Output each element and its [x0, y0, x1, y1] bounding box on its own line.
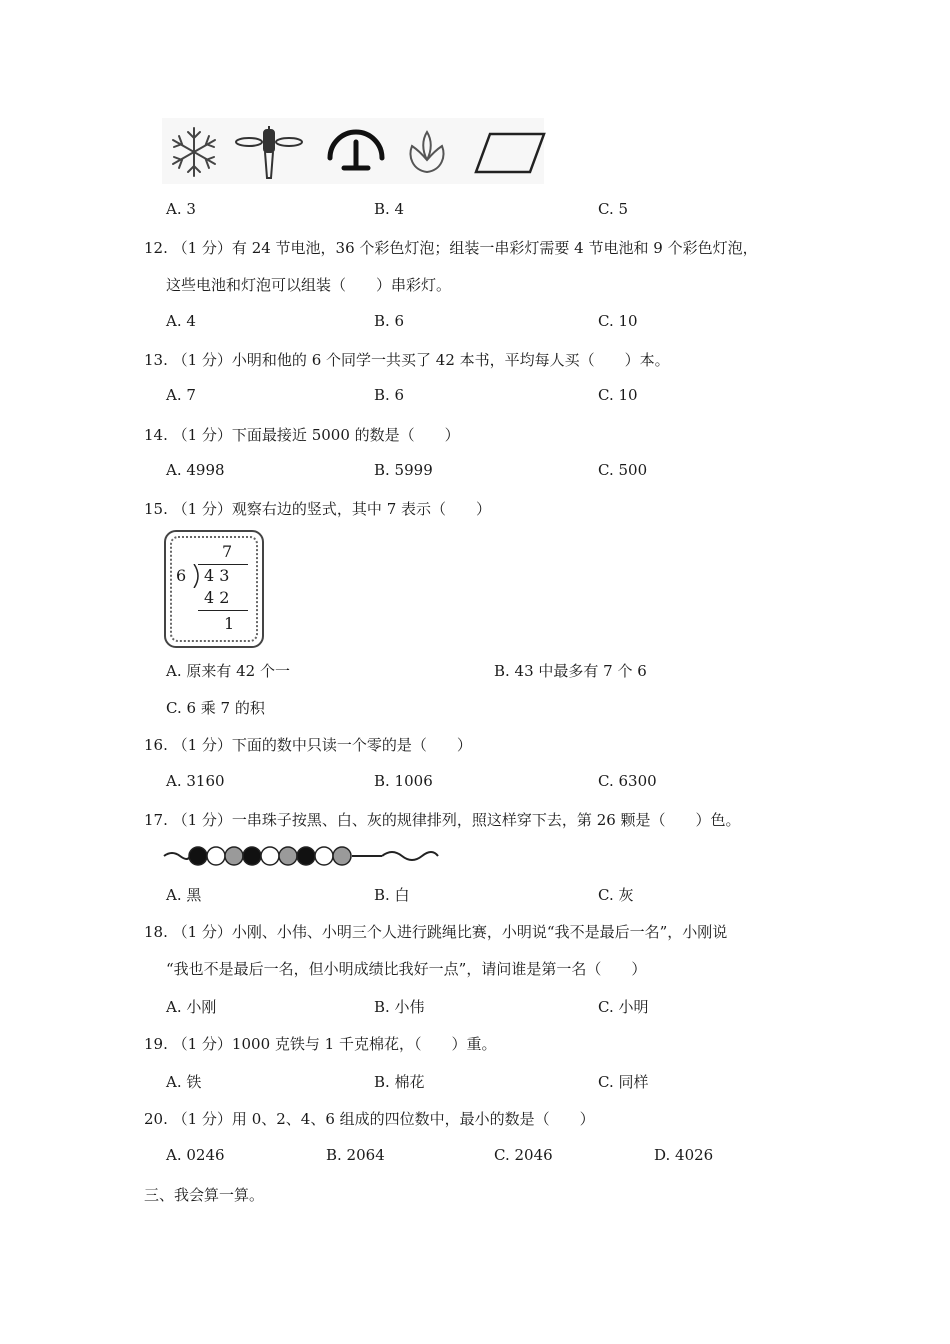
semicircle-figure: [324, 120, 388, 180]
q15-option-c[interactable]: C. 6 乘 7 的积: [166, 699, 265, 717]
q12-option-c[interactable]: C. 10: [598, 312, 638, 330]
q19-option-c[interactable]: C. 同样: [598, 1073, 649, 1091]
long-division-figure: [164, 530, 264, 648]
division-divisor: 6: [176, 566, 187, 585]
division-product: 4 2: [204, 588, 230, 607]
q16-stem: 16. （1 分）下面的数中只读一个零的是（ ）: [144, 736, 472, 754]
q12-option-b[interactable]: B. 6: [374, 312, 405, 330]
q20-option-d[interactable]: D. 4026: [654, 1146, 714, 1164]
q13-option-a[interactable]: A. 7: [166, 386, 196, 404]
bead-black: [189, 847, 207, 865]
fan-figure: [234, 118, 304, 184]
q13-option-b[interactable]: B. 6: [374, 386, 405, 404]
bead-black: [297, 847, 315, 865]
q14-option-c[interactable]: C. 500: [598, 461, 648, 479]
q16-option-a[interactable]: A. 3160: [166, 772, 225, 790]
q20-option-b[interactable]: B. 2064: [326, 1146, 385, 1164]
bead-white: [261, 847, 279, 865]
division-remainder: 1: [224, 614, 235, 633]
q13-option-c[interactable]: C. 10: [598, 386, 638, 404]
q19-option-a[interactable]: A. 铁: [166, 1073, 202, 1091]
q19-option-b[interactable]: B. 棉花: [374, 1073, 425, 1091]
q12-stem-line2: 这些电池和灯泡可以组装（ ）串彩灯。: [166, 276, 452, 294]
parallelogram-figure: [472, 128, 548, 178]
q18-option-c[interactable]: C. 小明: [598, 998, 649, 1016]
q17-option-b[interactable]: B. 白: [374, 886, 410, 904]
bead-gray: [333, 847, 351, 865]
bead-gray: [225, 847, 243, 865]
q17-option-c[interactable]: C. 灰: [598, 886, 634, 904]
q18-option-b[interactable]: B. 小伟: [374, 998, 425, 1016]
q18-stem-line2: “我也不是最后一名，但小明成绩比我好一点”，请问谁是第一名（ ）: [166, 960, 647, 978]
q11-figures: [162, 118, 544, 184]
q18-option-a[interactable]: A. 小刚: [166, 998, 217, 1016]
q20-option-a[interactable]: A. 0246: [166, 1146, 225, 1164]
q15-option-a[interactable]: A. 原来有 42 个一: [166, 662, 290, 680]
q14-stem: 14. （1 分）下面最接近 5000 的数是（ ）: [144, 426, 460, 444]
q20-option-c[interactable]: C. 2046: [494, 1146, 553, 1164]
snowflake-figure: [164, 122, 224, 182]
bead-string-figure: [162, 840, 442, 870]
division-dividend: 4 3: [204, 566, 230, 585]
bead-white: [207, 847, 225, 865]
q17-stem: 17. （1 分）一串珠子按黑、白、灰的规律排列，照这样穿下去，第 26 颗是（ ）色。: [144, 811, 741, 829]
q14-option-b[interactable]: B. 5999: [374, 461, 433, 479]
section-3-title: 三、我会算一算。: [144, 1186, 265, 1204]
q16-option-c[interactable]: C. 6300: [598, 772, 657, 790]
q14-option-a[interactable]: A. 4998: [166, 461, 225, 479]
q13-stem: 13. （1 分）小明和他的 6 个同学一共买了 42 本书，平均每人买（ ）本。: [144, 351, 670, 369]
division-quotient: 7: [222, 542, 233, 561]
q11-option-b[interactable]: B. 4: [374, 200, 405, 218]
q11-option-c[interactable]: C. 5: [598, 200, 629, 218]
q17-option-a[interactable]: A. 黑: [166, 886, 202, 904]
q18-stem-line1: 18. （1 分）小刚、小伟、小明三个人进行跳绳比赛，小明说“我不是最后一名”，小刚说: [144, 923, 728, 941]
q15-stem: 15. （1 分）观察右边的竖式，其中 7 表示（ ）: [144, 500, 492, 518]
q11-option-a[interactable]: A. 3: [166, 200, 196, 218]
q20-stem: 20. （1 分）用 0、2、4、6 组成的四位数中，最小的数是（ ）: [144, 1110, 595, 1128]
bead-gray: [279, 847, 297, 865]
q19-stem: 19. （1 分）1000 克铁与 1 千克棉花，（ ）重。: [144, 1035, 497, 1053]
q12-option-a[interactable]: A. 4: [166, 312, 196, 330]
q16-option-b[interactable]: B. 1006: [374, 772, 433, 790]
q12-stem-line1: 12. （1 分）有 24 节电池，36 个彩色灯泡；组装一串彩灯需要 4 节电池和 9 个彩色灯泡，: [144, 239, 758, 257]
q15-option-b[interactable]: B. 43 中最多有 7 个 6: [494, 662, 647, 680]
bead-black: [243, 847, 261, 865]
bead-white: [315, 847, 333, 865]
flower-figure: [402, 124, 452, 180]
